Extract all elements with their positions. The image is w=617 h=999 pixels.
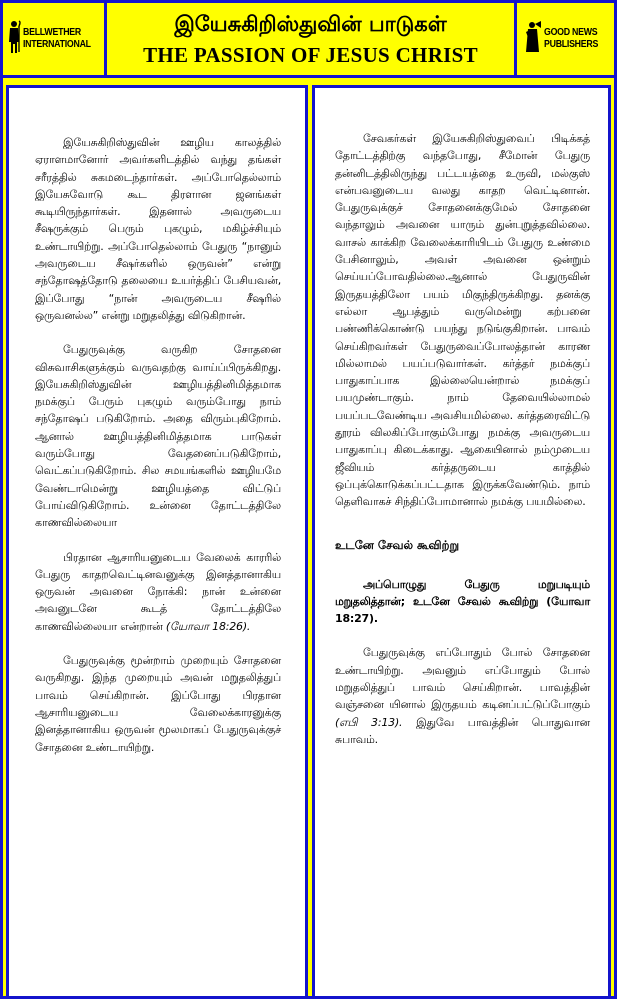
- bellwether-logo: [3, 3, 107, 75]
- good-news-logo: [514, 3, 614, 75]
- angel-trumpet-icon: [526, 20, 542, 58]
- page-title-tamil: இயேசுகிறிஸ்துவின் பாடுகள்: [174, 12, 447, 36]
- right-column: [312, 85, 611, 996]
- scripture-verse: அப்பொழுது பேதுரு மறுபடியும் மறுதலித்தான்; உடனே சேவல் கூவிற்று (யோவா 18:27).: [335, 577, 590, 626]
- paragraph: பேதுருவுக்கு வருகிற சோதனை விசுவாசிகளுக்கும் வருவதற்கு வாய்ப்பிருக்கிறது. இயேசுகிறிஸ்துவின் ஊழியத்தினிமித்தமாக நமக்குப் பேரும் புகழும் வரும்போது நாம் சந்தோஷப் படுகிறோம். அதை விரும்புகிறோம். ஆனால் ஊழியத்தினிமித்தமாக பாடுகள் வரும்போது வேதனைப்படுகிறோம், வெட்கப்படுகிறோம். சில சமயங்களில் ஊழியமே வேண்டாமென்று ஊழியத்தை விட்டுப் போய்விடுகிறோம். உன்னை தோட்டத்திலே காணவில்லையா: [35, 343, 281, 530]
- paragraph-text: பேதுருவுக்கு எப்போதும் போல் சோதனை உண்டாயிற்று. அவனும் எப்போதும் போல் மறுதலித்துப் பாவம் செய்கிறான். பாவத்தின் வஞ்சனை யினால் இருதயம் கடினப்பட்டுப்போகும்: [335, 646, 590, 712]
- scripture-reference: (யோவா 18:26).: [165, 619, 251, 633]
- person-with-crook-icon: [7, 20, 21, 58]
- logo-line-2: INTERNATIONAL: [22, 39, 91, 50]
- paragraph: சேவகர்கள் இயேசுகிறிஸ்துவைப் பிடிக்கத் தோட்டத்திற்கு வந்தபோது, சீமோன் பேதுரு தன்னிடத்திலிருந்து பட்டயத்தை உருவி, மல்குஸ் என்பவனுடைய வலது காதற வெட்டினான். பேதுருவுக்குச் சோதனைக்குமேல் சோதனை வந்தாலும் அவனை யாரும் துன்புறுத்தவில்லை. வாசல் காக்கிற வேலைக்காரியிடம் பேதுரு உண்மை பேசினாலும், அவள் அவனை ஒன்றும் செய்யப்போவதில்லை.ஆனால் பேதுருவின் இருதயத்திலோ பயம் மிகுந்திருக்கிறது. தனக்கு எல்லா ஆபத்தும் வருமென்று கற்பனை பண்ணிக்கொண்டு பயந்து நடுங்குகிறான். பாவம் செய்கிறவர்கள் பேதுருவைப்போலத்தான் காரண மில்லாமல் பயப்படுவார்கள். கர்த்தர் நமக்குப் பாதுகாப்பாக இல்லையென்றால் நமக்குப் பயமுண்டாகும். நாம் தேவையில்லாமல் பயப்படவேண்டிய அவசியமில்லை. கர்த்தரைவிட்டு தூரம் விலகிப்போகும்போது நமக்கு அவருடைய பாதுகாப்பு கிடைக்காது. ஆகையினால் நம்முடைய ஜீவியம் கர்த்தருடைய காத்தில் ஒப்புக்கொடுக்கப்பட்டதாக இருக்கவேண்டும். நாம் தெளிவாகச் சிந்திப்போமானால் நமக்கு பயமில்லை.: [335, 132, 590, 509]
- paragraph: பேதுருவுக்கு மூன்றாம் முறையும் சோதனை வருகிறது. இந்த முறையும் அவன் மறுதலித்துப் பாவம் செய்கிறான். இப்போது பிரதான ஆசாரியனுடைய வேலைக்காரனுக்கு இனத்தானாகிய ஒருவன் மூலமாகப் பேதுருவுக்குச் சோதனை உண்டாயிற்று.: [35, 654, 281, 754]
- logo-line-1: BELLWETHER: [22, 27, 81, 38]
- paragraph: இயேசுகிறிஸ்துவின் ஊழிய காலத்தில் ஏராளமானோர் அவர்களிடத்தில் வந்து தங்கள் சரீரத்தில் சுகமடைந்தார்கள். அப்போதெல்லாம் இயேசுவோடு கூட திரளான ஜனங்கள் கூடியிருந்தார்கள். இதனால் அவருடைய சீஷருக்கும் பெரும் புகழும், மகிழ்ச்சியும் உண்டாயிற்று. அப்போதெல்லாம் பேதுரு “நானும் அவருடைய சீஷர்களில் ஒருவன்” என்று சந்தோஷத்தோடு தலையை உயர்த்திப் பேசியவன், இப்போது “நான் அவருடைய சீஷரில் ஒருவனல்ல” என்று மறுதலித்து விடுகிறான்.: [35, 136, 281, 322]
- scripture-reference: (எபி 3:13).: [335, 715, 403, 729]
- paragraph-with-reference: [35, 549, 281, 635]
- title-block: [107, 3, 514, 75]
- paragraph-with-reference: [335, 644, 590, 748]
- left-column: [6, 85, 308, 996]
- header-gap: [3, 78, 614, 85]
- logo-line-1: GOOD NEWS: [543, 27, 598, 38]
- page-title-english: THE PASSION OF JESUS CHRIST: [143, 43, 478, 67]
- logo-line-2: PUBLISHERS: [543, 39, 598, 50]
- paragraph-text: பிரதான ஆசாரியனுடைய வேலைக் காரரில் பேதுரு காதறவெட்டினவனுக்கு இனத்தானாகிய ஒருவன் அவனை நோக்கி: நான் உன்னை அவனுடனே கூடத் தோட்டத்திலே காணவில்லையா என்றான்: [35, 550, 281, 633]
- header: [3, 3, 614, 78]
- paragraph-tail: இதுவே பாவத்தின் பொதுவான சுபாவம்.: [335, 715, 590, 746]
- section-heading: உடனே சேவல் கூவிற்று: [335, 537, 460, 552]
